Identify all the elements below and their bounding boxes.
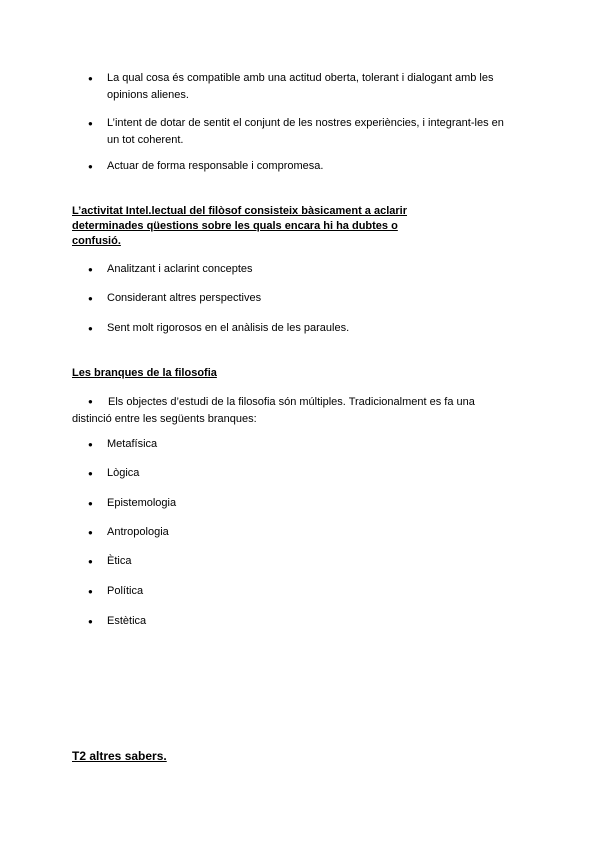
list-item — [88, 290, 518, 307]
bullet-icon: ● — [88, 265, 93, 274]
section-intro-paragraph — [72, 393, 492, 428]
bullet-icon: ● — [88, 499, 93, 508]
bullet-icon: ● — [88, 440, 93, 449]
list-item-text: Estètica — [107, 615, 147, 627]
list-item — [88, 583, 518, 600]
bullet-icon: ● — [88, 469, 93, 478]
list-item — [88, 320, 518, 337]
list-item-text: Actuar de forma responsable i compromesa. — [107, 160, 324, 172]
section-heading: Les branques de la filosofia — [72, 367, 217, 379]
list-item-text: La qual cosa és compatible amb una actitud oberta, tolerant i dialogant amb les opinions alienes. — [107, 72, 494, 101]
list-item — [88, 613, 518, 630]
bullet-icon: ● — [88, 74, 93, 83]
list-item — [88, 158, 518, 175]
section-heading-line: L’activitat Intel.lectual del filòsof consisteix bàsicament a aclarir — [72, 205, 408, 217]
bullet-icon: ● — [88, 397, 93, 406]
bullet-icon: ● — [88, 557, 93, 566]
bullet-icon: ● — [88, 617, 93, 626]
list-item — [88, 495, 518, 512]
list-item-text: Política — [107, 585, 144, 597]
bullet-icon: ● — [88, 119, 93, 128]
list-item-text: Epistemologia — [107, 497, 177, 509]
list-item-text: Analitzant i aclarint conceptes — [107, 263, 253, 275]
section-heading-line: confusió. — [72, 235, 121, 247]
list-item-text: Ètica — [107, 555, 132, 567]
section-heading-line: determinades qüestions sobre les quals encara hi ha dubtes o — [72, 220, 398, 232]
list-item-text: Considerant altres perspectives — [107, 292, 262, 304]
list-item-text: L’intent de dotar de sentit el conjunt de les nostres experiències, i integrant-les en un tot coherent. — [107, 117, 504, 146]
list-item-text: Sent molt rigorosos en el anàlisis de les paraules. — [107, 322, 350, 334]
section-heading: T2 altres sabers. — [72, 749, 167, 763]
bullet-icon: ● — [88, 324, 93, 333]
bullet-icon: ● — [88, 587, 93, 596]
list-item — [88, 465, 518, 482]
list-item — [88, 553, 518, 570]
list-item — [88, 70, 518, 104]
bullet-icon: ● — [88, 294, 93, 303]
bullet-icon: ● — [88, 528, 93, 537]
list-item — [88, 261, 518, 278]
list-item — [88, 436, 518, 453]
list-item-text: Antropologia — [107, 526, 169, 538]
bullet-icon: ● — [88, 162, 93, 171]
paragraph-text: Els objectes d’estudi de la filosofia són múltiples. Tradicionalment es fa una distinció entre les següents branques: — [72, 396, 475, 425]
list-item — [88, 115, 518, 149]
list-item-text: Lògica — [107, 467, 140, 479]
list-item-text: Metafísica — [107, 438, 158, 450]
list-item — [88, 524, 518, 541]
